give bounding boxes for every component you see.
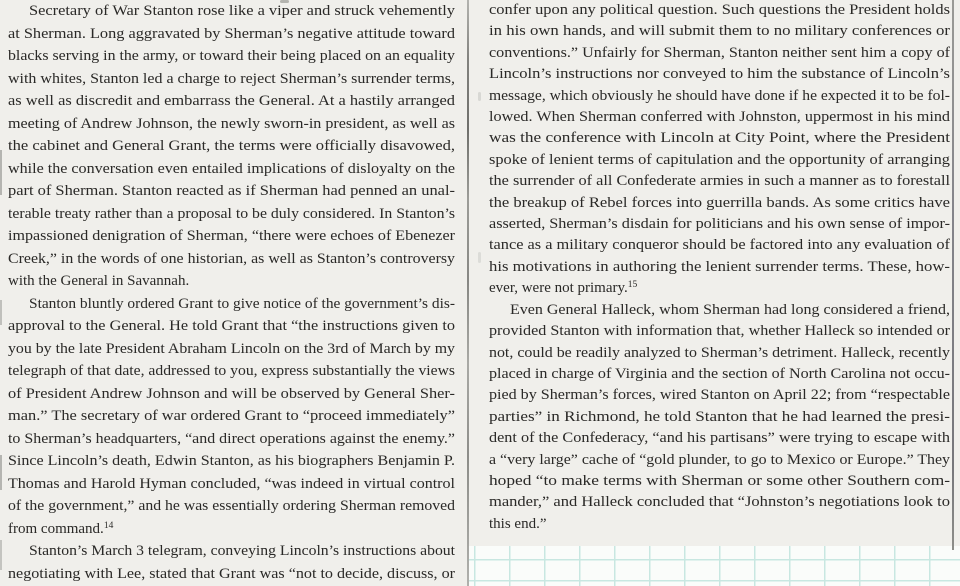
text-line xyxy=(8,495,455,518)
text-run: blacks serving in the army, or toward their being placed on an equality xyxy=(8,48,455,65)
text-run: the surrender of all Confederate armies in such a manner as to forestall xyxy=(489,173,950,190)
text-run: at Sherman. Long aggravated by Sherman’s negative attitude toward xyxy=(8,25,456,42)
text-run: man.” The secretary of war ordered Grant to “proceed immediately” xyxy=(8,408,455,425)
text-line xyxy=(489,150,950,171)
text-line xyxy=(8,293,455,316)
text-line xyxy=(8,23,455,46)
footnote-marker: 15 xyxy=(627,280,638,291)
text-run: terable treaty rather than a proposal to be duly considered. In Stanton’s xyxy=(8,205,456,222)
text-line xyxy=(8,180,455,203)
text-run: approval to the General. He told Grant that “the instructions given to xyxy=(8,318,456,335)
text-line xyxy=(489,321,950,342)
text-run: of the government,” and he was essentially ordering Sherman removed xyxy=(8,498,455,515)
text-run: lowed. When Sherman conferred with Johnston, uppermost in his mind xyxy=(489,109,950,126)
text-line xyxy=(8,338,455,361)
text-run: pied by Sherman’s forces, wired Stanton on April 22; from “respectable xyxy=(489,387,950,404)
text-run: message, which obviously he should have done if he expected it to be fol- xyxy=(489,87,950,104)
text-run: Since Lincoln’s death, Edwin Stanton, as his biographers Benjamin P. xyxy=(8,453,455,470)
text-line xyxy=(8,383,455,406)
text-run: asserted, Sherman’s disdain for politicians and his own sense of impor- xyxy=(489,216,950,233)
text-run: impassioned denigration of Sherman, “there were echoes of Ebenezer xyxy=(8,228,455,245)
text-run: Creek,” in the words of one historian, as well as Stanton’s controversy xyxy=(8,250,455,267)
text-run: as well as discredit and embarrass the General. At a hastily arranged xyxy=(8,93,455,110)
text-line xyxy=(8,203,455,226)
text-run: in his own hands, and will submit them to no military conferences or xyxy=(489,23,950,40)
text-line xyxy=(489,471,950,492)
text-run: while the conversation even entailed implications of disloyalty on the xyxy=(8,160,455,177)
text-line xyxy=(8,158,455,181)
text-run: Secretary of War Stanton rose like a viper and struck vehemently xyxy=(29,3,455,19)
text-line xyxy=(8,563,455,586)
text-line xyxy=(489,492,950,513)
text-run: part of Sherman. Stanton reacted as if Sherman had penned an unal- xyxy=(8,183,455,200)
text-run: his motivations in authoring the lenient surrender terms. These, how- xyxy=(489,258,950,275)
text-line xyxy=(489,385,950,406)
text-line xyxy=(489,300,950,321)
text-line xyxy=(8,113,455,136)
text-run: provided Stanton with information that, whether Halleck so intended or xyxy=(489,323,950,340)
text-line xyxy=(489,278,950,299)
text-line xyxy=(8,360,455,383)
text-run: you by the late President Abraham Lincoln on the 3rd of March by my xyxy=(8,340,455,357)
text-line xyxy=(8,45,455,68)
footnote-marker: 14 xyxy=(103,520,114,531)
text-run: with the General in Savannah. xyxy=(8,273,190,290)
text-run: dent of the Confederacy, “and his partisans” were trying to escape with xyxy=(489,430,950,447)
text-run: Lincoln’s instructions nor conveyed to him the substance of Lincoln’s xyxy=(489,66,950,83)
text-line xyxy=(489,514,950,535)
text-run: with whites, Stanton led a charge to reject Sherman’s surrender terms, xyxy=(8,70,455,87)
text-run: tance as a military conqueror should be factored into any evaluation of xyxy=(489,237,950,254)
text-line xyxy=(8,428,455,451)
text-run: hoped “to make terms with Sherman or some other Southern com- xyxy=(489,472,950,489)
text-run: the breakup of Rebel forces into guerrilla bands. As some critics have xyxy=(489,194,950,211)
text-line xyxy=(489,364,950,385)
text-line xyxy=(8,518,455,541)
text-line xyxy=(8,0,455,23)
text-line xyxy=(8,225,455,248)
text-line xyxy=(489,0,950,21)
text-line xyxy=(489,257,950,278)
text-run: not, could be readily analyzed to Sherman’s detriment. Halleck, recently xyxy=(489,344,950,361)
text-run: spoke of lenient terms of capitulation and the opportunity of arranging xyxy=(489,151,950,168)
text-run: parties” in Richmond, he told Stanton that he had learned the presi- xyxy=(489,408,950,425)
text-run: the cabinet and General Grant, the terms were officially disavowed, xyxy=(8,138,455,155)
text-run: ever, were not primary.$^{15}$ xyxy=(489,280,638,297)
text-line xyxy=(8,315,455,338)
text-line xyxy=(489,343,950,364)
text-line xyxy=(8,405,455,428)
text-line xyxy=(8,248,455,271)
text-line xyxy=(489,171,950,192)
left-text-column xyxy=(8,0,455,585)
text-run: placed in charge of Virginia and the section of North Carolina not occu- xyxy=(489,365,950,382)
text-line xyxy=(489,21,950,42)
text-line xyxy=(489,128,950,149)
text-line xyxy=(489,43,950,64)
text-line xyxy=(489,193,950,214)
right-text-column xyxy=(489,0,950,535)
text-run: conventions.” Unfairly for Sherman, Stanton neither sent him a copy of xyxy=(489,44,950,61)
text-line xyxy=(489,86,950,107)
text-line xyxy=(8,135,455,158)
text-line xyxy=(8,90,455,113)
text-run: meeting of Andrew Johnson, the newly sworn-in president, as well as xyxy=(8,115,455,132)
text-run: was the conference with Lincoln at City Point, where the President xyxy=(489,130,950,147)
text-line xyxy=(489,428,950,449)
text-run: Thomas and Harold Hyman concluded, “was indeed in virtual control xyxy=(8,475,456,492)
text-line xyxy=(489,214,950,235)
text-run: Stanton’s March 3 telegram, conveying Lincoln’s instructions about xyxy=(29,543,455,560)
text-line xyxy=(489,107,950,128)
text-run: telegraph of that date, addressed to you, express substantially the views xyxy=(8,363,455,380)
text-line xyxy=(8,450,455,473)
text-run: Even General Halleck, whom Sherman had long considered a friend, xyxy=(510,301,950,318)
text-run: from command.$^{14}$ xyxy=(8,520,114,537)
text-run: Stanton bluntly ordered Grant to give notice of the government’s dis- xyxy=(29,295,455,312)
text-run: confer upon any political question. Such questions the President holds xyxy=(489,2,950,18)
text-line xyxy=(489,407,950,428)
text-line xyxy=(8,540,455,563)
text-run: of President Andrew Johnson and will be observed by General Sher- xyxy=(8,385,455,402)
text-line xyxy=(8,68,455,91)
text-run: to Sherman’s headquarters, “and direct operations against the enemy.” xyxy=(8,430,455,447)
text-line xyxy=(489,450,950,471)
text-run: a “very large” cache of “gold plunder, to go to Mexico or Europe.” They xyxy=(489,451,950,468)
text-line xyxy=(489,64,950,85)
text-line xyxy=(8,270,455,293)
text-line xyxy=(489,235,950,256)
text-run: negotiating with Lee, stated that Grant was “not to decide, discuss, or xyxy=(8,565,455,582)
text-run: this end.” xyxy=(489,515,547,532)
text-line xyxy=(8,473,455,496)
text-run: mander,” and Halleck concluded that “Johnston’s negotiations look to xyxy=(489,494,950,511)
